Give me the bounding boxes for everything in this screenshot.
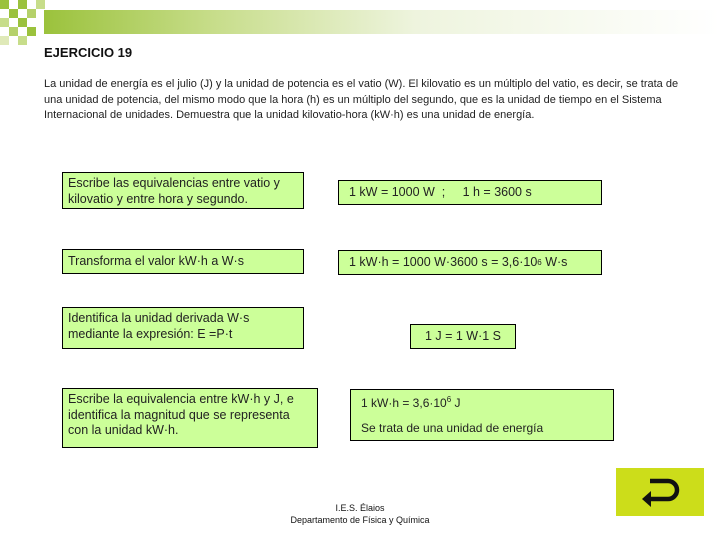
exercise-intro: La unidad de energía es el julio (J) y la unidad de potencia es el vatio (W). El kilovatio es un múltiplo del vatio, es decir, se trata de una unidad de potencia, del mismo modo que la hora (h) es un múltiplo del segundo, que es la unidad de tiempo en el Sistema Internacional de unidades. Demuestra que la unidad kilovatio-hora (kW·h) es una unidad de energía. (44, 78, 679, 121)
step-3-prompt: Identifica la unidad derivada W·s mediante la expresión: E =P·t (62, 307, 304, 349)
step-3-answer (410, 324, 516, 349)
footer-department: Departamento de Física y Química (290, 515, 430, 525)
exercise-title: EJERCICIO 19 (44, 45, 133, 60)
step-1-answer (338, 180, 602, 205)
step-4-answer-main: 1 kW·h = 3,6·10 (361, 396, 447, 410)
footer-school: I.E.S. Élaios (335, 503, 385, 513)
step-4-answer-line2: Se trata de una unidad de energía (361, 420, 544, 435)
step-4-answer (350, 389, 614, 441)
header-gradient-bar (44, 10, 720, 34)
step-1-prompt: Escribe las equivalencias entre vatio y kilovatio y entre hora y segundo. (62, 172, 304, 209)
step-4-prompt: Escribe la equivalencia entre kW·h y J, e identifica la magnitud que se representa con la unidad kW·h. (62, 388, 318, 448)
step-4-answer-exponent: 6 (446, 395, 452, 404)
step-2-prompt: Transforma el valor kW·h a W·s (62, 249, 304, 274)
step-4-answer-unit: J (451, 396, 461, 410)
step-3-answer-text: 1 J = 1 W·1 S (424, 328, 502, 343)
step-2-answer-main: 1 kW·h = 1000 W·3600 s = 3,6·10 (349, 254, 538, 269)
step-2-answer-unit: W·s (541, 254, 568, 269)
back-button[interactable] (616, 468, 704, 516)
footer (260, 502, 460, 526)
return-arrow-icon (638, 475, 682, 509)
step-2-answer: 1 kW·h = 1000 W·3600 s = 3,6·10 6 W·s (338, 250, 602, 275)
step-1-answer-text: 1 kW = 1000 W ; 1 h = 3600 s (349, 184, 532, 199)
